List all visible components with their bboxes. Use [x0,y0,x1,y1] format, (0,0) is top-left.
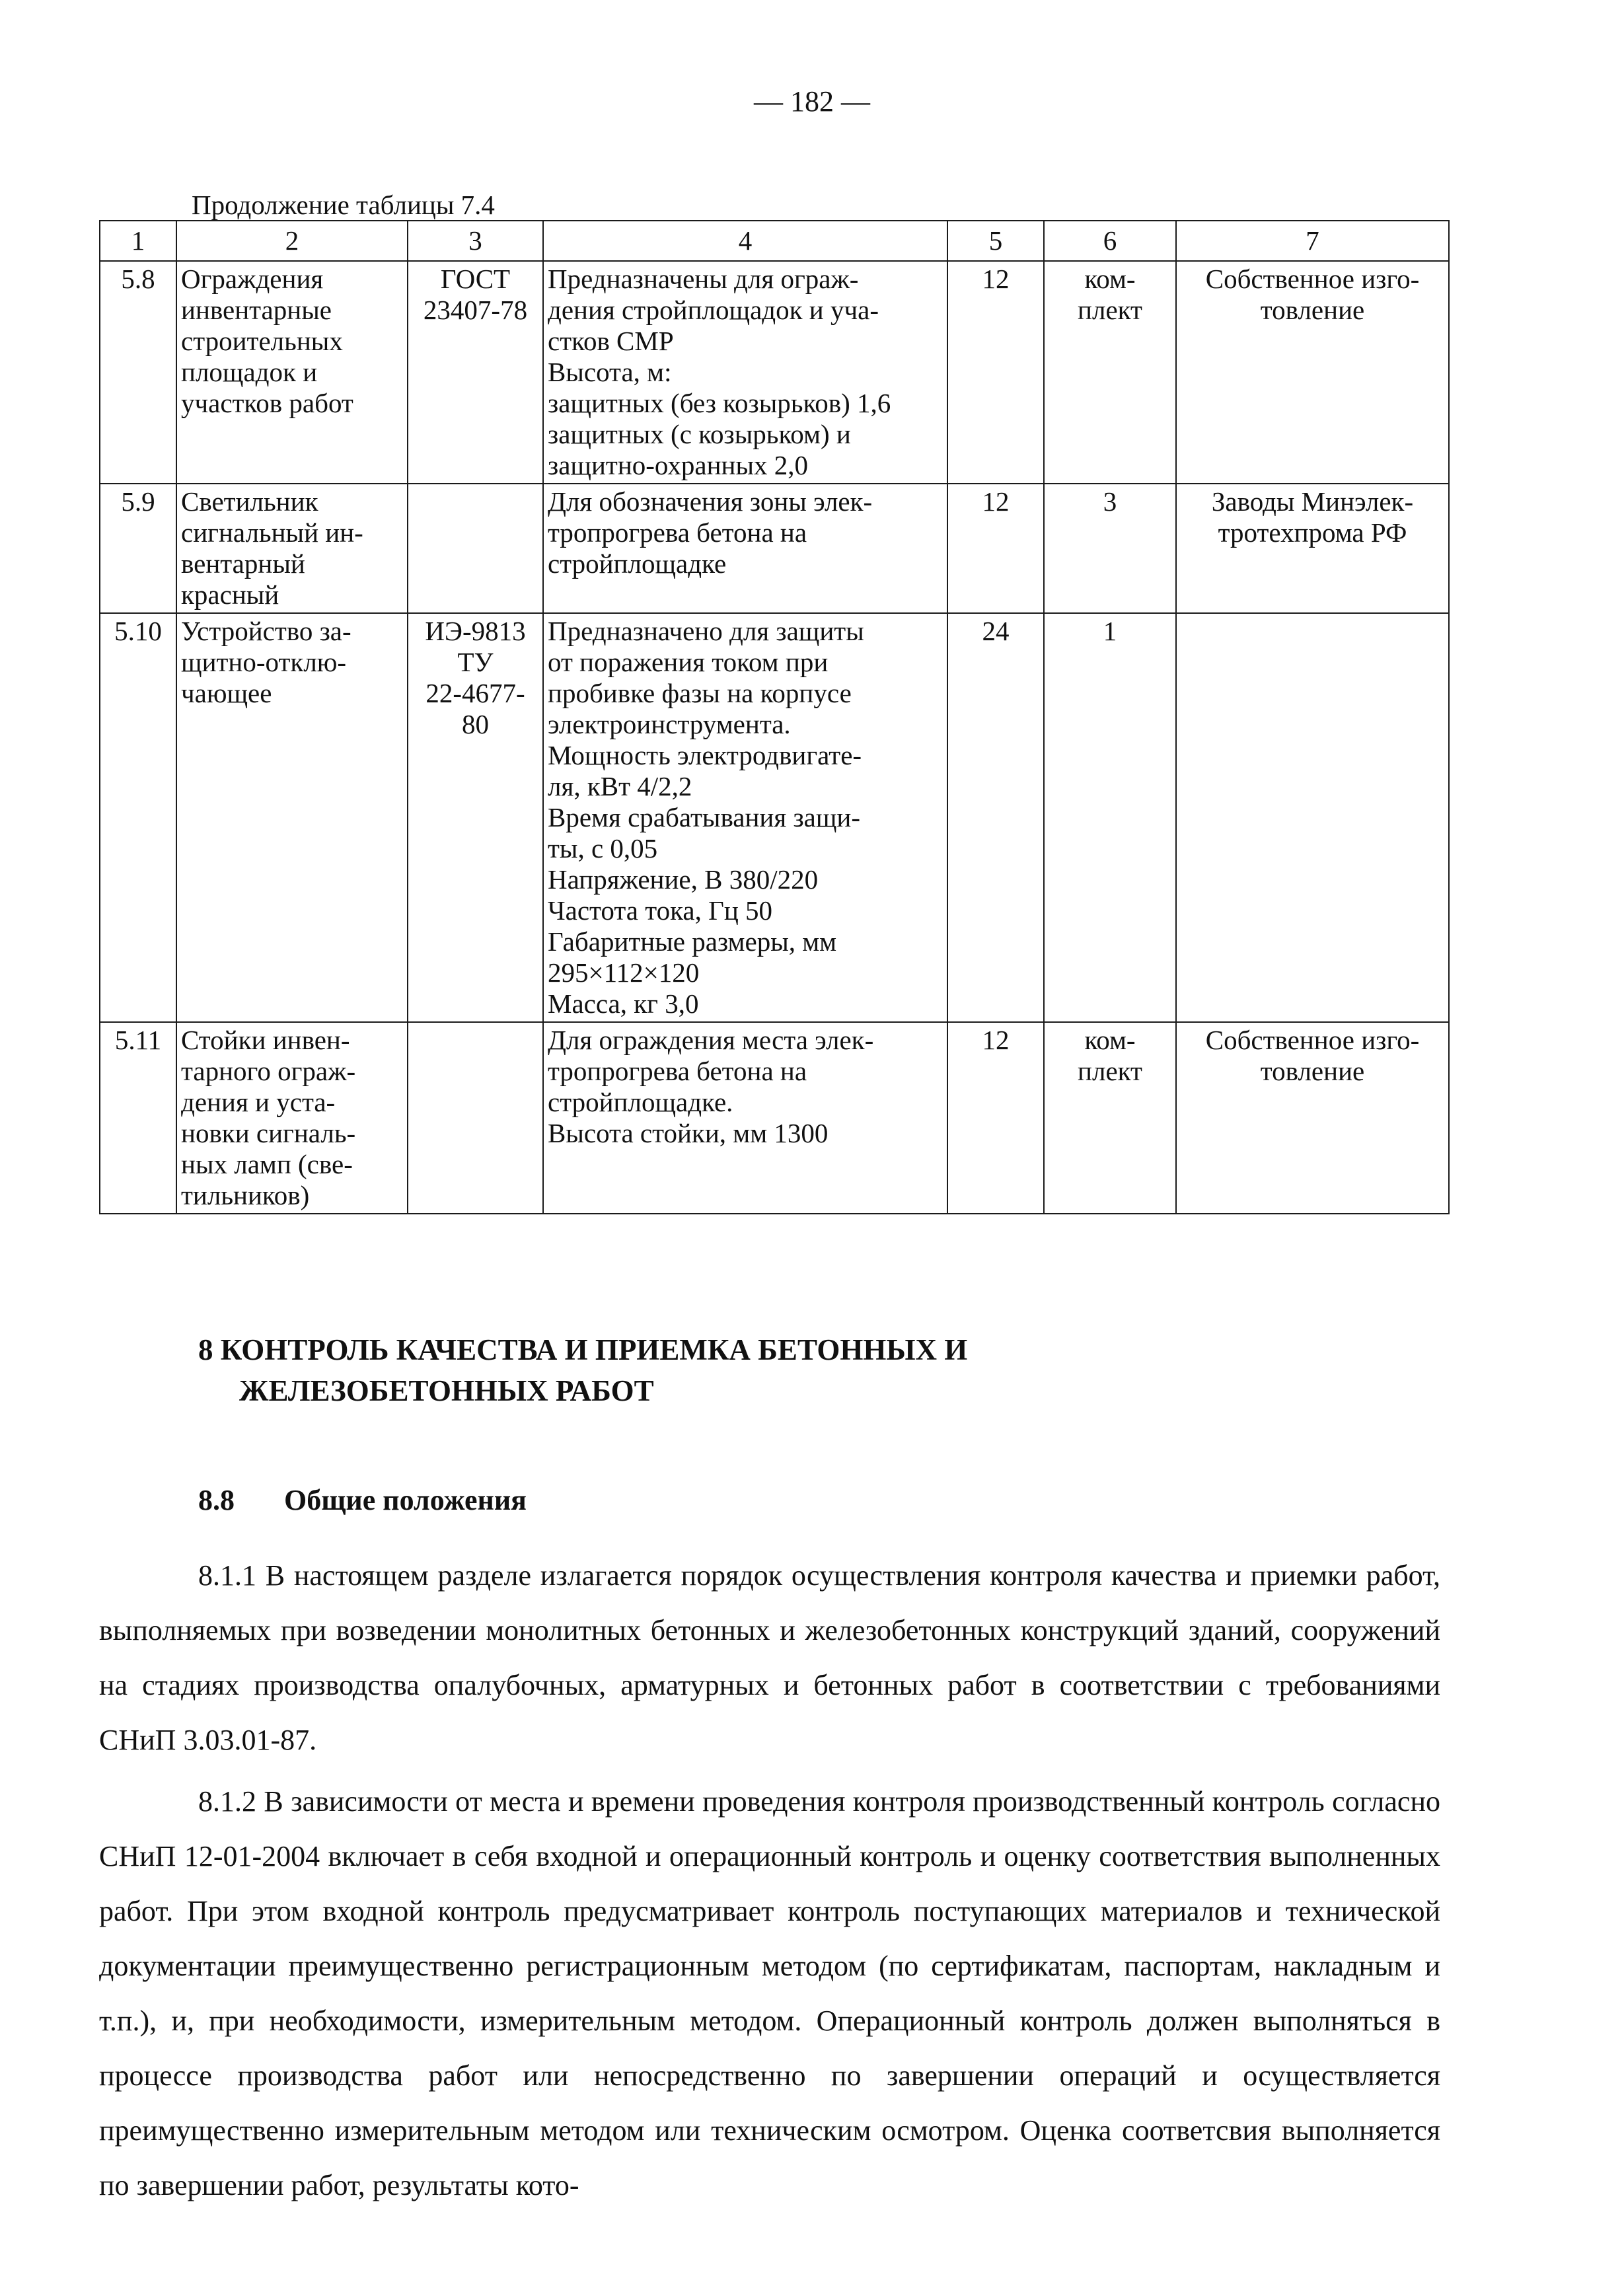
subsection-heading [198,1483,527,1517]
row-number: 5.9 [100,484,176,613]
item-standard [408,484,543,613]
item-description: Для ограждения места элек- тропрогрева бетона на стройплощадке. Высота стойки, мм 1300 [543,1022,947,1214]
body-text [99,1548,1440,2213]
item-col5: 12 [947,261,1044,484]
item-unit: 3 [1044,484,1176,613]
column-header: 7 [1176,221,1449,261]
column-header: 3 [408,221,543,261]
item-source: Собственное изго- товление [1176,1022,1449,1214]
equipment-table [99,220,1450,1214]
subsection-number: 8.8 [198,1484,235,1516]
column-header: 1 [100,221,176,261]
table-header-row [100,221,1449,261]
paragraph: 8.1.2 В зависимости от места и времени проведения контроля производственный контроль согласно СНиП 12-01-2004 включает в себя входной и операционный контроль и оценку соответствия выполненных работ. При этом входной контроль предусматривает контроль поступающих материалов и технической документации преимущественно регистрационным методом (по сертификатам, паспортам, накладным и т.п.), и, при необходимости, измерительным методом. Операционный контроль должен выполняться в процессе производства работ или непосредственно по завершении операций и осуществляется преимущественно измерительным методом или техническим осмотром. Оценка соответсвия выполняется по завершении работ, результаты кото- [99,1785,1440,2201]
table-row [100,1022,1449,1214]
table-row [100,261,1449,484]
item-name: Стойки инвен- тарного ограж- дения и уста- новки сигналь- ных ламп (све- тильников) [176,1022,408,1214]
section-heading [198,1329,967,1370]
row-number: 5.8 [100,261,176,484]
subsection-title: Общие положения [284,1484,527,1516]
section-title-line2: ЖЕЛЕЗОБЕТОННЫХ РАБОТ [239,1374,654,1407]
paragraph: 8.1.1 В настоящем разделе излагается порядок осуществления контроля качества и приемки работ, выполняемых при возведении монолитных бетонных и железобетонных конструкций зданий, сооружений на стадиях производства опалубочных, арматурных и бетонных работ в соответствии с требованиями СНиП 3.03.01-87. [99,1559,1440,1756]
item-source: Собственное изго- товление [1176,261,1449,484]
item-col5: 12 [947,1022,1044,1214]
section-number: 8 [198,1333,213,1366]
item-col5: 12 [947,484,1044,613]
item-standard [408,1022,543,1214]
item-unit: ком- плект [1044,1022,1176,1214]
item-source: Заводы Минэлек- тротехпрома РФ [1176,484,1449,613]
item-unit: ком- плект [1044,261,1176,484]
column-header: 2 [176,221,408,261]
item-name: Устройство за- щитно-отклю- чающее [176,613,408,1022]
item-description: Предназначено для защиты от поражения током при пробивке фазы на корпусе электроинструмента. Мощность электродвигате- ля, кВт 4/2,2 Время срабатывания защи- ты, с 0,05 Напряжение, В 380/220 Частота тока, Гц 50 Габаритные размеры, мм 295×112×120 Масса, кг 3,0 [543,613,947,1022]
page-number: — 182 — [754,85,870,118]
item-standard: ГОСТ 23407-78 [408,261,543,484]
row-number: 5.11 [100,1022,176,1214]
table-caption: Продолжение таблицы 7.4 [192,190,495,220]
column-header: 5 [947,221,1044,261]
item-col5: 24 [947,613,1044,1022]
item-unit: 1 [1044,613,1176,1022]
item-source [1176,613,1449,1022]
item-name: Ограждения инвентарные строительных площадок и участков работ [176,261,408,484]
table-row [100,613,1449,1022]
item-name: Светильник сигнальный ин- вентарный красный [176,484,408,613]
item-standard: ИЭ-9813 ТУ 22-4677-80 [408,613,543,1022]
column-header: 4 [543,221,947,261]
column-header: 6 [1044,221,1176,261]
item-description: Для обозначения зоны элек- тропрогрева бетона на стройплощадке [543,484,947,613]
section-title-line1: КОНТРОЛЬ КАЧЕСТВА И ПРИЕМКА БЕТОННЫХ И [220,1333,968,1366]
table-row [100,484,1449,613]
row-number: 5.10 [100,613,176,1022]
item-description: Предназначены для ограж- дения стройплощадок и уча- стков СМР Высота, м: защитных (без козырьков) 1,6 защитных (с козырьком) и защитно-охранных 2,0 [543,261,947,484]
